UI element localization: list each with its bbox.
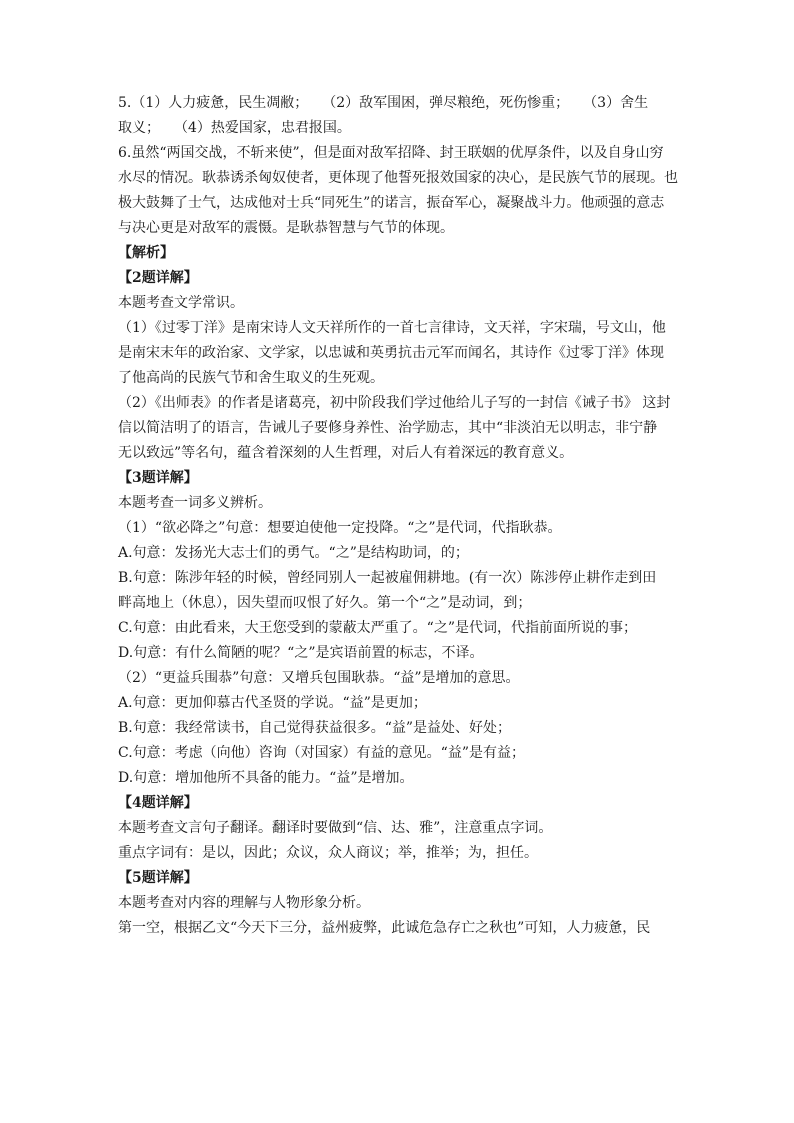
section-heading-q5: 【5题详解】: [118, 870, 198, 886]
text-line: 本题考查文言句子翻译。翻译时要做到“信、达、雅”，注意重点字词。: [118, 820, 553, 836]
text-line: （1）《过零丁洋》是南宋诗人文天祥所作的一首七言律诗，文天祥，字宋瑞，号文山，他: [118, 320, 666, 336]
text-line: C.句意：由此看来，大王您受到的蒙蔽太严重了。“之”是代词，代指前面所说的事；: [118, 620, 637, 636]
text-line: 本题考查一词多义辨析。: [118, 495, 272, 511]
text-line: D.句意：增加他所不具备的能力。“益”是增加。: [118, 770, 414, 786]
text-line: 本题考查对内容的理解与人物形象分析。: [118, 895, 370, 911]
text-line: 第一空，根据乙文“今天下三分，益州疲弊，此诚危急存亡之秋也”可知，人力疲惫，民: [118, 920, 651, 936]
text-line: （2）“更益兵围恭”句意：又增兵包围耿恭。“益”是增加的意思。: [118, 670, 520, 686]
text-line: 畔高地上（休息），因失望而叹恨了好久。第一个“之”是动词，到；: [118, 595, 532, 611]
text-line: 与决心更是对敌军的震慑。是耿恭智慧与气节的体现。: [118, 220, 454, 236]
text-line: 重点字词有：是以，因此；众议，众人商议；举，推举；为，担任。: [118, 845, 538, 861]
section-heading-q3: 【3题详解】: [118, 470, 198, 486]
text-line: 水尽的情况。耿恭诱杀匈奴使者，更体现了他誓死报效国家的决心，是民族气节的展现。也: [118, 170, 678, 186]
text-line: D.句意：有什么简陋的呢？“之”是宾语前置的标志，不译。: [118, 645, 484, 661]
text-line: B.句意：我经常读书，自己觉得获益很多。“益”是益处、好处；: [118, 720, 512, 736]
text-line: 信以简洁明了的语言，告诫儿子要修身养性、治学励志，其中“非淡泊无以明志，非宁静: [118, 420, 658, 436]
text-line: 是南宋末年的政治家、文学家，以忠诚和英勇抗击元军而闻名，其诗作《过零丁洋》体现: [118, 345, 664, 361]
text-line: A.句意：发扬光大志士们的勇气。“之”是结构助词，的；: [118, 545, 469, 561]
text-line: （2）《出师表》的作者是诸葛亮，初中阶段我们学过他给儿子写的一封信《诫子书》 这封: [118, 395, 671, 411]
text-line: B.句意：陈涉年轻的时候，曾经同别人一起被雇佣耕地。(有一次）陈涉停止耕作走到田: [118, 570, 657, 586]
text-line: 6.虽然“两国交战，不斩来使”，但是面对敌军招降、封王联姻的优厚条件，以及自身山穷: [118, 145, 664, 161]
text-line: 无以致远”等名句，蕴含着深刻的人生哲理，对后人有着深远的教育意义。: [118, 445, 574, 461]
section-heading-q4: 【4题详解】: [118, 795, 198, 811]
text-line: 5.（1）人力疲惫，民生凋敝； （2）敌军围困，弹尽粮绝，死伤惨重； （3）舍生: [118, 95, 649, 111]
section-heading-q2: 【2题详解】: [118, 270, 198, 286]
text-line: C.句意：考虑（向他）咨询（对国家）有益的意见。“益”是有益；: [118, 745, 525, 761]
text-line: A.句意：更加仰慕古代圣贤的学说。“益”是更加；: [118, 695, 427, 711]
text-line: 了他高尚的民族气节和舍生取义的生死观。: [118, 370, 384, 386]
section-heading-analysis: 【解析】: [118, 245, 174, 261]
text-line: 极大鼓舞了士气，达成他对士兵“同死生”的诺言，振奋军心，凝聚战斗力。他顽强的意志: [118, 195, 665, 211]
text-line: （1）“欲必降之”句意：想要迫使他一定投降。“之”是代词，代指耿恭。: [118, 520, 562, 536]
document-page: [118, 91, 678, 941]
text-line: 本题考查文学常识。: [118, 295, 244, 311]
text-line: 取义； （4）热爱国家，忠君报国。: [118, 120, 351, 136]
